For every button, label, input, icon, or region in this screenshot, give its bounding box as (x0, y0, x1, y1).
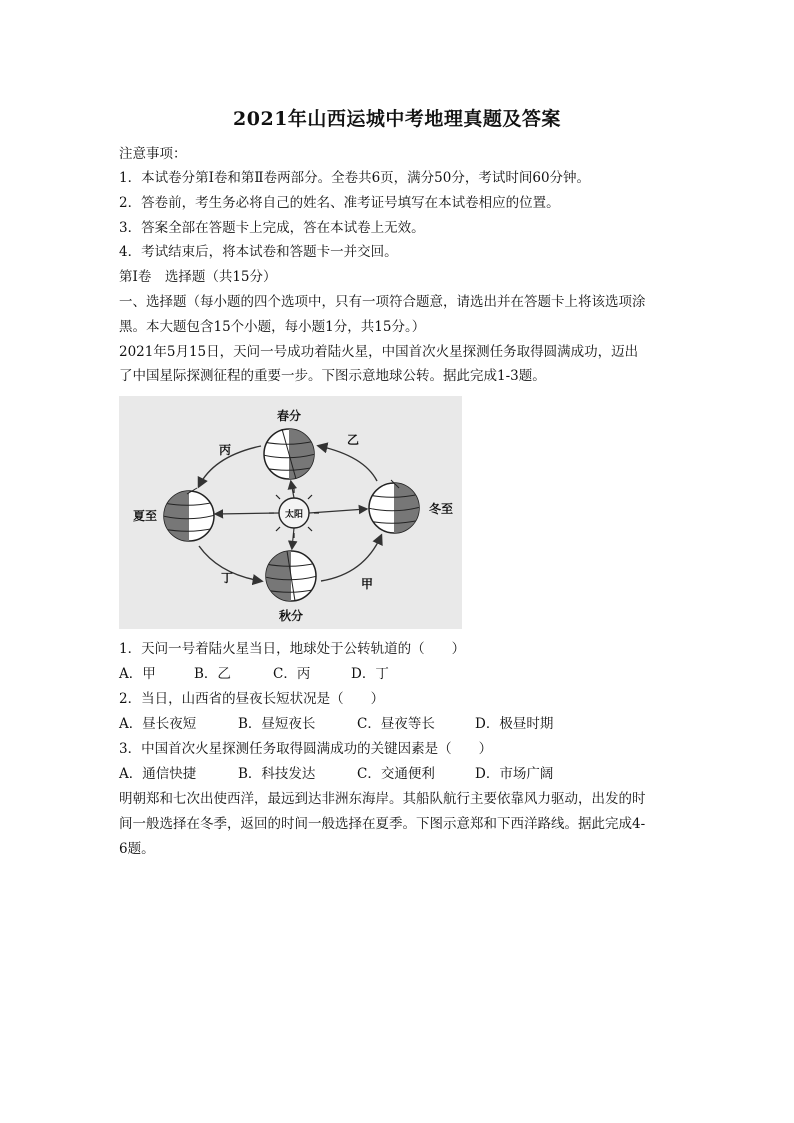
notice-item: 3．答案全部在答题卡上完成，答在本试卷上无效。 (119, 220, 425, 236)
passage-text: 间一般选择在冬季，返回的时间一般选择在夏季。下图示意郑和下西洋路线。据此完成4- (119, 816, 646, 832)
notice-item: 2．答卷前，考生务必将自己的姓名、准考证号填写在本试卷相应的位置。 (119, 195, 560, 211)
question-stem: 1．天问一号着陆火星当日，地球处于公转轨道的（ ） (119, 641, 466, 657)
label-yi: 乙 (346, 433, 360, 447)
notice-item: 4．考试结束后，将本试卷和答题卡一并交回。 (119, 244, 398, 260)
option-b: B．科技发达 (238, 766, 316, 782)
option-a: A．通信快捷 (119, 766, 197, 782)
option-d: D．极昼时期 (475, 716, 554, 732)
label-winter: 冬至 (428, 502, 454, 516)
label-jia: 甲 (360, 577, 374, 591)
passage-text: 明朝郑和七次出使西洋，最远到达非洲东海岸。其船队航行主要依靠风力驱动，出发的时 (119, 791, 646, 807)
question-options (119, 712, 589, 736)
notice-item: 1．本试卷分第Ⅰ卷和第Ⅱ卷两部分。全卷共6页，满分50分，考试时间60分钟。 (119, 170, 591, 186)
option-d: D．市场广阔 (475, 766, 554, 782)
earth-revolution-diagram (119, 396, 462, 629)
passage-text: 6题。 (119, 841, 155, 857)
option-c: C．昼夜等长 (357, 716, 435, 732)
option-a: A．甲 (119, 666, 156, 682)
section-instruction: 一、选择题（每小题的四个选项中，只有一项符合题意，请选出并在答题卡上将该选项涂 (119, 294, 646, 310)
label-summer: 夏至 (132, 509, 158, 523)
page-title: 2021年山西运城中考地理真题及答案 (233, 108, 561, 130)
question-stem: 3．中国首次火星探测任务取得圆满成功的关键因素是（ ） (119, 741, 493, 757)
label-spring: 春分 (276, 409, 302, 423)
section-instruction: 黑。本大题包含15个小题，每小题1分，共15分。） (119, 319, 426, 335)
option-b: B．乙 (194, 666, 231, 682)
label-sun: 太阳 (284, 510, 304, 520)
question-stem: 2．当日，山西省的昼夜长短状况是（ ） (119, 691, 385, 707)
earth-winter-icon (364, 480, 424, 533)
passage-text: 了中国星际探测征程的重要一步。下图示意地球公转。据此完成1-3题。 (119, 368, 546, 384)
label-ding: 丁 (220, 571, 234, 585)
option-c: C．交通便利 (357, 766, 435, 782)
section-heading: 第Ⅰ卷 选择题（共15分） (119, 269, 277, 285)
notice-heading: 注意事项： (119, 146, 187, 162)
question-options (119, 762, 589, 786)
earth-spring-icon (259, 429, 319, 479)
option-c: C．丙 (273, 666, 311, 682)
passage-text: 2021年5月15日，天问一号成功着陆火星，中国首次火星探测任务取得圆满成功，迈出 (119, 344, 639, 360)
label-autumn: 秋分 (278, 609, 304, 623)
earth-autumn-icon (261, 551, 321, 601)
option-b: B．昼短夜长 (238, 716, 316, 732)
question-options (119, 662, 419, 686)
label-bing: 丙 (218, 443, 232, 457)
earth-summer-icon (159, 488, 219, 541)
option-d: D．丁 (351, 666, 389, 682)
option-a: A．昼长夜短 (119, 716, 197, 732)
